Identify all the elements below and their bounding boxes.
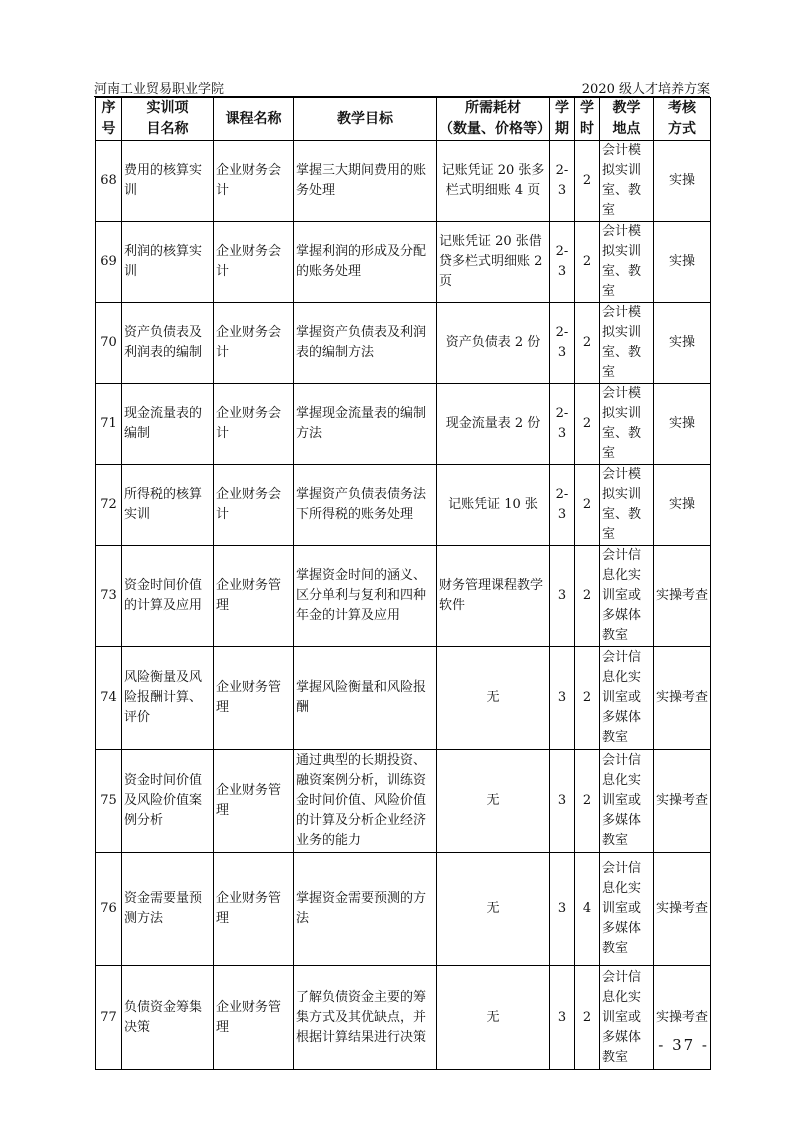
table-row: [96, 465, 711, 546]
cell-exam: 实操考查: [654, 750, 711, 853]
cell-exam: 实操考查: [654, 647, 711, 750]
cell-project: 风险衡量及风险报酬计算、评价: [122, 647, 214, 750]
table-row: [96, 222, 711, 303]
cell-no: 74: [96, 647, 122, 750]
cell-exam: 实操考查: [654, 966, 711, 1070]
cell-hours: 2: [575, 546, 600, 647]
cell-hours: 2: [575, 465, 600, 546]
cell-term: 3: [550, 853, 575, 966]
cell-hours: 2: [575, 647, 600, 750]
cell-place: 会计信息化实训室或多媒体教室: [600, 750, 654, 853]
cell-goal: 掌握资金需要预测的方法: [294, 853, 437, 966]
cell-exam: 实操: [654, 141, 711, 222]
cell-goal: 掌握资产负债表债务法下所得税的账务处理: [294, 465, 437, 546]
cell-material: 无: [437, 647, 550, 750]
cell-hours: 2: [575, 750, 600, 853]
cell-goal: 掌握三大期间费用的账务处理: [294, 141, 437, 222]
training-table: [95, 97, 711, 1070]
cell-project: 资产负债表及利润表的编制: [122, 303, 214, 384]
cell-project: 资金时间价值及风险价值案例分析: [122, 750, 214, 853]
col-hours: 学 时: [575, 98, 600, 141]
cell-hours: 2: [575, 222, 600, 303]
cell-course: 企业财务会计: [214, 222, 294, 303]
cell-course: 企业财务管理: [214, 546, 294, 647]
cell-no: 73: [96, 546, 122, 647]
cell-term: 3: [550, 647, 575, 750]
cell-exam: 实操考查: [654, 853, 711, 966]
cell-project: 资金需要量预测方法: [122, 853, 214, 966]
cell-no: 68: [96, 141, 122, 222]
cell-no: 69: [96, 222, 122, 303]
cell-no: 75: [96, 750, 122, 853]
cell-term: 2-3: [550, 141, 575, 222]
col-material: 所需耗材 （数量、价格等）: [437, 98, 550, 141]
cell-exam: 实操考查: [654, 546, 711, 647]
cell-course: 企业财务管理: [214, 750, 294, 853]
cell-no: 77: [96, 966, 122, 1070]
col-term: 学 期: [550, 98, 575, 141]
col-course: 课程名称: [214, 98, 294, 141]
cell-place: 会计模拟实训室、教室: [600, 141, 654, 222]
cell-hours: 2: [575, 141, 600, 222]
col-place: 教学 地点: [600, 98, 654, 141]
cell-exam: 实操: [654, 465, 711, 546]
cell-course: 企业财务管理: [214, 966, 294, 1070]
cell-material: 资产负债表 2 份: [437, 303, 550, 384]
cell-goal: 掌握资金时间的涵义、区分单利与复利和四种年金的计算及应用: [294, 546, 437, 647]
cell-term: 3: [550, 546, 575, 647]
cell-place: 会计信息化实训室或多媒体教室: [600, 853, 654, 966]
cell-material: 无: [437, 750, 550, 853]
cell-term: 3: [550, 750, 575, 853]
cell-term: 2-3: [550, 384, 575, 465]
table-row: [96, 141, 711, 222]
cell-course: 企业财务会计: [214, 465, 294, 546]
col-goal: 教学目标: [294, 98, 437, 141]
table-header-row: [96, 98, 711, 141]
table-row: [96, 647, 711, 750]
cell-project: 资金时间价值的计算及应用: [122, 546, 214, 647]
cell-goal: 了解负债资金主要的筹集方式及其优缺点，并根据计算结果进行决策: [294, 966, 437, 1070]
cell-project: 费用的核算实训: [122, 141, 214, 222]
cell-material: 现金流量表 2 份: [437, 384, 550, 465]
col-exam: 考核 方式: [654, 98, 711, 141]
school-name: 河南工业贸易职业学院: [94, 82, 225, 97]
cell-term: 2-3: [550, 222, 575, 303]
cell-course: 企业财务会计: [214, 141, 294, 222]
cell-hours: 2: [575, 303, 600, 384]
cell-term: 2-3: [550, 303, 575, 384]
table-row: [96, 303, 711, 384]
cell-course: 企业财务管理: [214, 647, 294, 750]
cell-place: 会计信息化实训室或多媒体教室: [600, 546, 654, 647]
cell-exam: 实操: [654, 303, 711, 384]
cell-project: 负债资金筹集决策: [122, 966, 214, 1070]
cell-place: 会计信息化实训室或多媒体教室: [600, 966, 654, 1070]
cell-course: 企业财务管理: [214, 853, 294, 966]
col-no: 序 号: [96, 98, 122, 141]
table-row: [96, 384, 711, 465]
cell-place: 会计模拟实训室、教室: [600, 222, 654, 303]
cell-material: 记账凭证 20 张多栏式明细账 4 页: [437, 141, 550, 222]
cell-place: 会计模拟实训室、教室: [600, 303, 654, 384]
cell-no: 72: [96, 465, 122, 546]
table-row: [96, 966, 711, 1070]
cell-material: 财务管理课程教学软件: [437, 546, 550, 647]
cell-place: 会计信息化实训室或多媒体教室: [600, 647, 654, 750]
cell-no: 70: [96, 303, 122, 384]
cell-place: 会计模拟实训室、教室: [600, 384, 654, 465]
cell-no: 71: [96, 384, 122, 465]
cell-material: 记账凭证 10 张: [437, 465, 550, 546]
cell-exam: 实操: [654, 222, 711, 303]
table-row: [96, 546, 711, 647]
page-header: [94, 78, 710, 97]
cell-goal: 通过典型的长期投资、融资案例分析，训练资金时间价值、风险价值的计算及分析企业经济业务的能力: [294, 750, 437, 853]
cell-hours: 2: [575, 384, 600, 465]
cell-hours: 2: [575, 966, 600, 1070]
cell-project: 现金流量表的编制: [122, 384, 214, 465]
cell-goal: 掌握利润的形成及分配的账务处理: [294, 222, 437, 303]
cell-goal: 掌握现金流量表的编制方法: [294, 384, 437, 465]
cell-exam: 实操: [654, 384, 711, 465]
table-row: [96, 853, 711, 966]
cell-project: 利润的核算实训: [122, 222, 214, 303]
cell-material: 无: [437, 853, 550, 966]
cell-project: 所得税的核算实训: [122, 465, 214, 546]
cell-course: 企业财务会计: [214, 384, 294, 465]
cell-hours: 4: [575, 853, 600, 966]
cell-term: 3: [550, 966, 575, 1070]
col-project: 实训项 目名称: [122, 98, 214, 141]
page-number: - 37 -: [658, 1036, 709, 1054]
cell-material: 记账凭证 20 张借贷多栏式明细账 2 页: [437, 222, 550, 303]
cell-goal: 掌握风险衡量和风险报酬: [294, 647, 437, 750]
plan-title: 2020 级人才培养方案: [581, 82, 710, 97]
cell-course: 企业财务会计: [214, 303, 294, 384]
cell-no: 76: [96, 853, 122, 966]
cell-goal: 掌握资产负债表及利润表的编制方法: [294, 303, 437, 384]
table-row: [96, 750, 711, 853]
cell-place: 会计模拟实训室、教室: [600, 465, 654, 546]
cell-term: 2-3: [550, 465, 575, 546]
cell-material: 无: [437, 966, 550, 1070]
